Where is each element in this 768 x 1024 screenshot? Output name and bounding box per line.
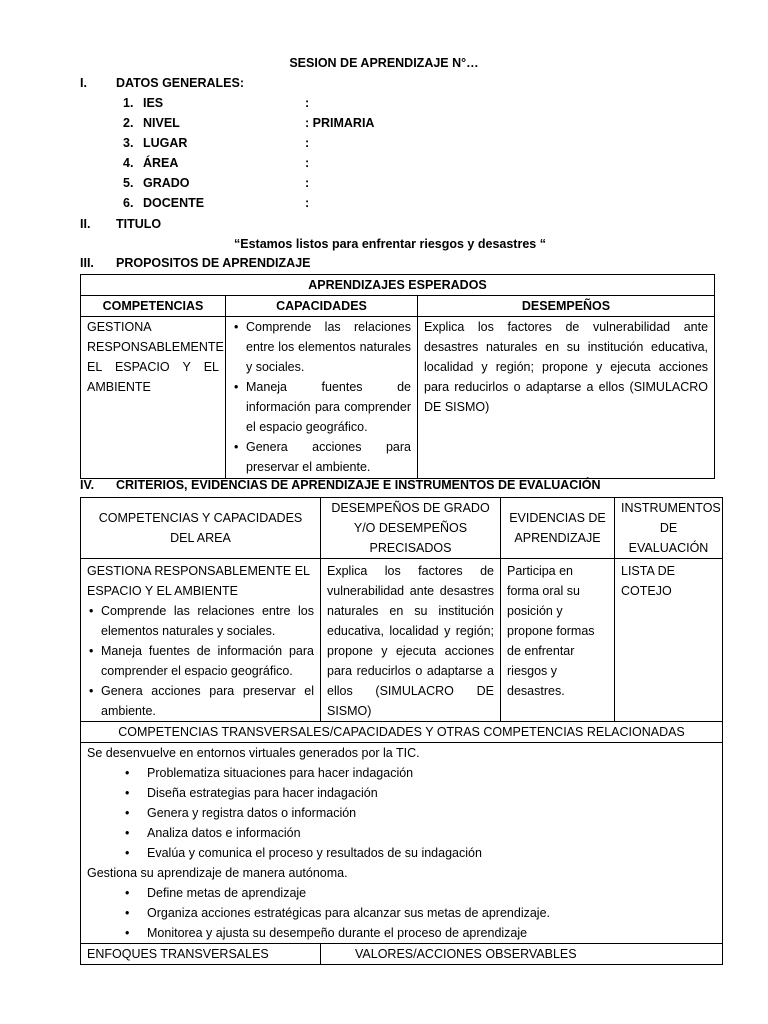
valores-header: VALORES/ACCIONES OBSERVABLES [321,944,723,965]
datos-value: : [305,176,310,190]
datos-row [123,136,309,150]
datos-label: IES [143,96,164,110]
datos-value: : PRIMARIA [305,116,375,130]
section-number: IV. [80,478,95,492]
instrumento-cell: LISTA DE COTEJO [615,559,723,722]
datos-value: : [305,156,310,170]
session-title: “Estamos listos para enfrentar riesgos y desastres “ [234,237,546,251]
auto-title: Gestiona su aprendizaje de manera autónoma. [87,866,348,880]
section-label: CRITERIOS, EVIDENCIAS DE APRENDIZAJE E INSTRUMENTOS DE EVALUACIÓN [116,478,601,492]
datos-value: : [305,196,310,210]
list-item: • Evalúa y comunica el proceso y resultados de su indagación [147,843,716,863]
list-item: • Analiza datos e información [147,823,716,843]
criterios-table [80,497,723,965]
desempeno-cell: Explica los factores de vulnerabilidad ante desastres naturales en su institución educativa, localidad y región; propone y ejecuta acciones para reducirlos o adaptarse a ellos (SIMULACRO DE SISMO) [418,317,715,479]
datos-row [123,176,309,190]
list-item: • Genera acciones para preservar el ambiente. [101,681,314,721]
datos-number: 6. [123,196,134,210]
datos-label: LUGAR [143,136,188,150]
datos-number: 5. [123,176,134,190]
list-item: • Comprende las relaciones entre los elementos naturales y sociales. [246,317,411,377]
tic-title: Se desenvuelve en entornos virtuales generados por la TIC. [87,746,420,760]
list-item: • Diseña estrategias para hacer indagación [147,783,716,803]
section-number: II. [80,217,91,231]
column-header: DESEMPEÑOS DE GRADO Y/O DESEMPEÑOS PRECISADOS [321,498,501,559]
capacidades-cell [226,317,418,479]
list-item: • Problematiza situaciones para hacer indagación [147,763,716,783]
section-iii-heading [80,256,310,270]
datos-label: NIVEL [143,116,180,130]
list-item: • Monitorea y ajusta su desempeño durante el proceso de aprendizaje [147,923,716,943]
column-header: INSTRUMENTOS DE EVALUACIÓN [615,498,723,559]
desempeno-cell: Explica los factores de vulnerabilidad ante desastres naturales en su institución educativa, localidad y región; propone y ejecuta acciones para reducirlos o adaptarse a ellos (SIMULACRO DE SISMO) [321,559,501,722]
column-header: COMPETENCIAS Y CAPACIDADES DEL AREA [81,498,321,559]
column-header: EVIDENCIAS DE APRENDIZAJE [501,498,615,559]
datos-row [123,196,309,210]
page-title: SESION DE APRENDIZAJE N°… [289,56,479,70]
datos-number: 4. [123,156,134,170]
table-header: APRENDIZAJES ESPERADOS [81,275,715,296]
datos-number: 1. [123,96,134,110]
datos-label: GRADO [143,176,190,190]
list-item: • Comprende las relaciones entre los elementos naturales y sociales. [101,601,314,641]
enfoques-header: ENFOQUES TRANSVERSALES [81,944,321,965]
section-label: DATOS GENERALES: [116,76,245,90]
section-i-heading [80,76,244,90]
section-label: TITULO [116,217,162,231]
datos-value: : [305,136,310,150]
transversal-header: COMPETENCIAS TRANSVERSALES/CAPACIDADES Y OTRAS COMPETENCIAS RELACIONADAS [81,722,723,743]
section-number: III. [80,256,94,270]
list-item: • Genera y registra datos o información [147,803,716,823]
list-item: • Genera acciones para preservar el ambiente. [246,437,411,477]
datos-row [123,116,374,130]
section-ii-heading [80,217,161,231]
datos-row [123,96,309,110]
list-item: • Maneja fuentes de información para comprender el espacio geográfico. [101,641,314,681]
column-header: COMPETENCIAS [81,296,226,317]
list-item: • Define metas de aprendizaje [147,883,716,903]
datos-label: DOCENTE [143,196,205,210]
list-item: • Maneja fuentes de información para comprender el espacio geográfico. [246,377,411,437]
aprendizajes-table [80,274,715,479]
transversal-cell [81,743,723,944]
competencia-cell: GESTIONA RESPONSABLEMENTE EL ESPACIO Y EL AMBIENTE [81,317,226,479]
column-header: CAPACIDADES [226,296,418,317]
datos-row [123,156,309,170]
evidencia-cell: Participa en forma oral su posición y propone formas de enfrentar riesgos y desastres. [501,559,615,722]
datos-number: 3. [123,136,134,150]
section-label: PROPOSITOS DE APRENDIZAJE [116,256,311,270]
list-item: • Organiza acciones estratégicas para alcanzar sus metas de aprendizaje. [147,903,716,923]
competencias-cell [81,559,321,722]
section-number: I. [80,76,87,90]
datos-label: ÁREA [143,156,179,170]
section-iv-heading [80,478,601,492]
column-header: DESEMPEÑOS [418,296,715,317]
datos-value: : [305,96,310,110]
competencia-title: GESTIONA RESPONSABLEMENTE EL ESPACIO Y EL AMBIENTE [87,564,310,598]
datos-number: 2. [123,116,134,130]
